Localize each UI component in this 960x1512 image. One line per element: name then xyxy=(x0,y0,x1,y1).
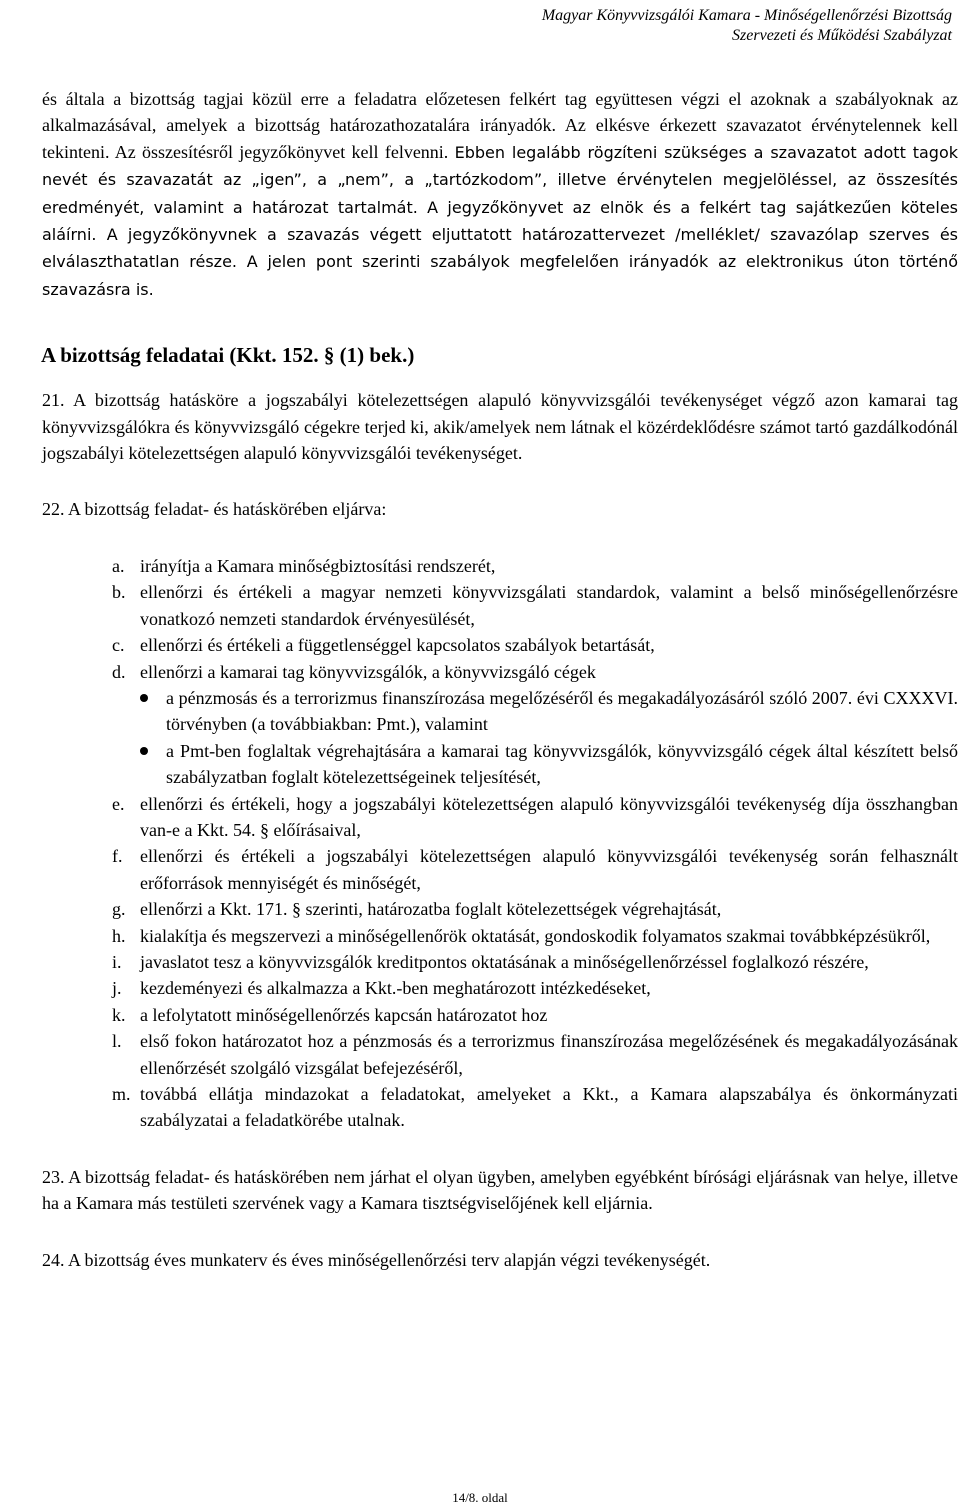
bullet-item: a Pmt-ben foglaltak végrehajtására a kamarai tag könyvvizsgálók, könyvvizsgáló cégek által készített belső szabályzatban foglalt kötelezettségeinek teljesítését, xyxy=(138,738,958,791)
section-title: A bizottság feladatai (Kkt. 152. § (1) bek.) xyxy=(41,343,415,368)
list-item: j. kezdeményezi és alkalmazza a Kkt.-ben meghatározott intézkedéseket, xyxy=(112,978,651,999)
intro-text-sans: Ebben legalább rögzíteni szükséges a szavazatot adott tagok nevét és szavazatát az „igen”, a „nem”, a „tartózkodom”, illetve érvénytelen megjelöléssel, az összesítés eredményét, valamint a határozat tartalmát. A jegyzőkönyvet az elnök és a felkért tag sajátkezűen köteles aláírni. A jegyzőkönyvnek a szavazás végett eljuttatott határozattervezet /melléklet/ szavazólap szerves és elválaszthatatlan része. A jelen pont szerinti szabályok megfelelően irányadók az elektronikus úton történő szavazásra is. xyxy=(42,142,958,299)
task-list xyxy=(42,553,958,1134)
list-item: d. ellenőrzi a kamarai tag könyvvizsgálók, a könyvvizsgáló cégek xyxy=(112,661,596,682)
paragraph-21: 21. A bizottság hatásköre a jogszabályi kötelezettségen alapuló könyvvizsgálói tevékenységet végző azon kamarai tag könyvvizsgálókra és könyvvizsgáló cégekre terjed ki, akik/amelyek nem látnak el közérdeklődésre számot tartó gazdálkodónál jogszabályi kötelezettségen alapuló könyvvizsgálói tevékenységet. xyxy=(42,390,958,464)
list-item: c. ellenőrzi és értékeli a függetlenséggel kapcsolatos szabályok betartását, xyxy=(112,635,655,656)
page-number: 14/8. oldal xyxy=(452,1490,508,1505)
page-header xyxy=(542,6,952,46)
list-item: a. irányítja a Kamara minőségbiztosítási rendszerét, xyxy=(112,555,496,576)
list-item: l. első fokon határozatot hoz a pénzmosás és a terrorizmus finanszírozása megelőzésének és megakadályozásának ellenőrzését szolgáló vizsgálat befejezéséről, xyxy=(112,1031,958,1078)
list-item: f. ellenőrzi és értékeli a jogszabályi kötelezettségen alapuló könyvvizsgálói tevékenység során felhasznált erőforrások mennyiségét és minőségét, xyxy=(112,846,958,893)
bullet-item: a pénzmosás és a terrorizmus finanszírozása megelőzéséről és megakadályozásáról szóló 2007. évi CXXXVI. törvényben (a továbbiakban: Pmt.), valamint xyxy=(138,685,958,738)
list-item: g. ellenőrzi a Kkt. 171. § szerinti, határozatba foglalt kötelezettségek végrehajtását, xyxy=(112,899,722,920)
paragraph-23: 23. A bizottság feladat- és hatáskörében nem járhat el olyan ügyben, amelyben egyébként bírósági eljárásnak van helye, illetve ha a Kamara más testületi szervének vagy a Kamara tisztségviselőjének kell eljárnia. xyxy=(42,1166,958,1214)
list-item: i. javaslatot tesz a könyvvizsgálók kreditpontos oktatásának a minőségellenőrzéssel foglalkozó részére, xyxy=(112,951,869,972)
paragraph-24: 24. A bizottság éves munkaterv és éves minőségellenőrzési terv alapján végzi tevékenységét. xyxy=(42,1249,711,1270)
list-item: b. ellenőrzi és értékeli a magyar nemzeti könyvvizsgálati standardok, valamint a belső minőségellenőrzésre vonatkozó nemzeti standardok érvényesülését, xyxy=(112,582,958,629)
document-body xyxy=(42,86,958,1273)
list-item: k. a lefolytatott minőségellenőrzés kapcsán határozatot hoz xyxy=(112,1004,548,1025)
list-item: m. továbbá ellátja mindazokat a feladatokat, amelyeket a Kkt., a Kamara alapszabálya és önkormányzati szabályzatai a feladatkörébe utalnak. xyxy=(112,1084,958,1131)
header-subtitle: Szervezeti és Működési Szabályzat xyxy=(732,27,952,44)
intro-paragraph xyxy=(42,86,958,303)
paragraph-22: 22. A bizottság feladat- és hatáskörében eljárva: xyxy=(42,499,387,520)
list-item: e. ellenőrzi és értékeli, hogy a jogszabályi kötelezettségen alapuló könyvvizsgálói tevékenység díja összhangban van-e a Kkt. 54. § előírásaival, xyxy=(112,793,958,840)
header-title: Magyar Könyvvizsgálói Kamara - Minőségellenőrzési Bizottság xyxy=(541,7,952,24)
list-item: h. kialakítja és megszervezi a minőségellenőrök oktatását, gondoskodik folyamatos szakmai továbbképzésükről, xyxy=(112,925,931,946)
bullet-icon xyxy=(138,685,166,738)
bullet-icon xyxy=(138,738,166,791)
intro-text-serif: és általa a bizottság tagjai közül erre a feladatra előzetesen felkért tag együttesen végzi el azoknak a szabályoknak az alkalmazásával, amelyek a bizottság határozathozatalára irányadók. Az elkésve érkezett szavazatot érvénytelennek kell tekinteni. Az összesítésről jegyzőkönyvet kell felvenni. xyxy=(42,89,958,162)
